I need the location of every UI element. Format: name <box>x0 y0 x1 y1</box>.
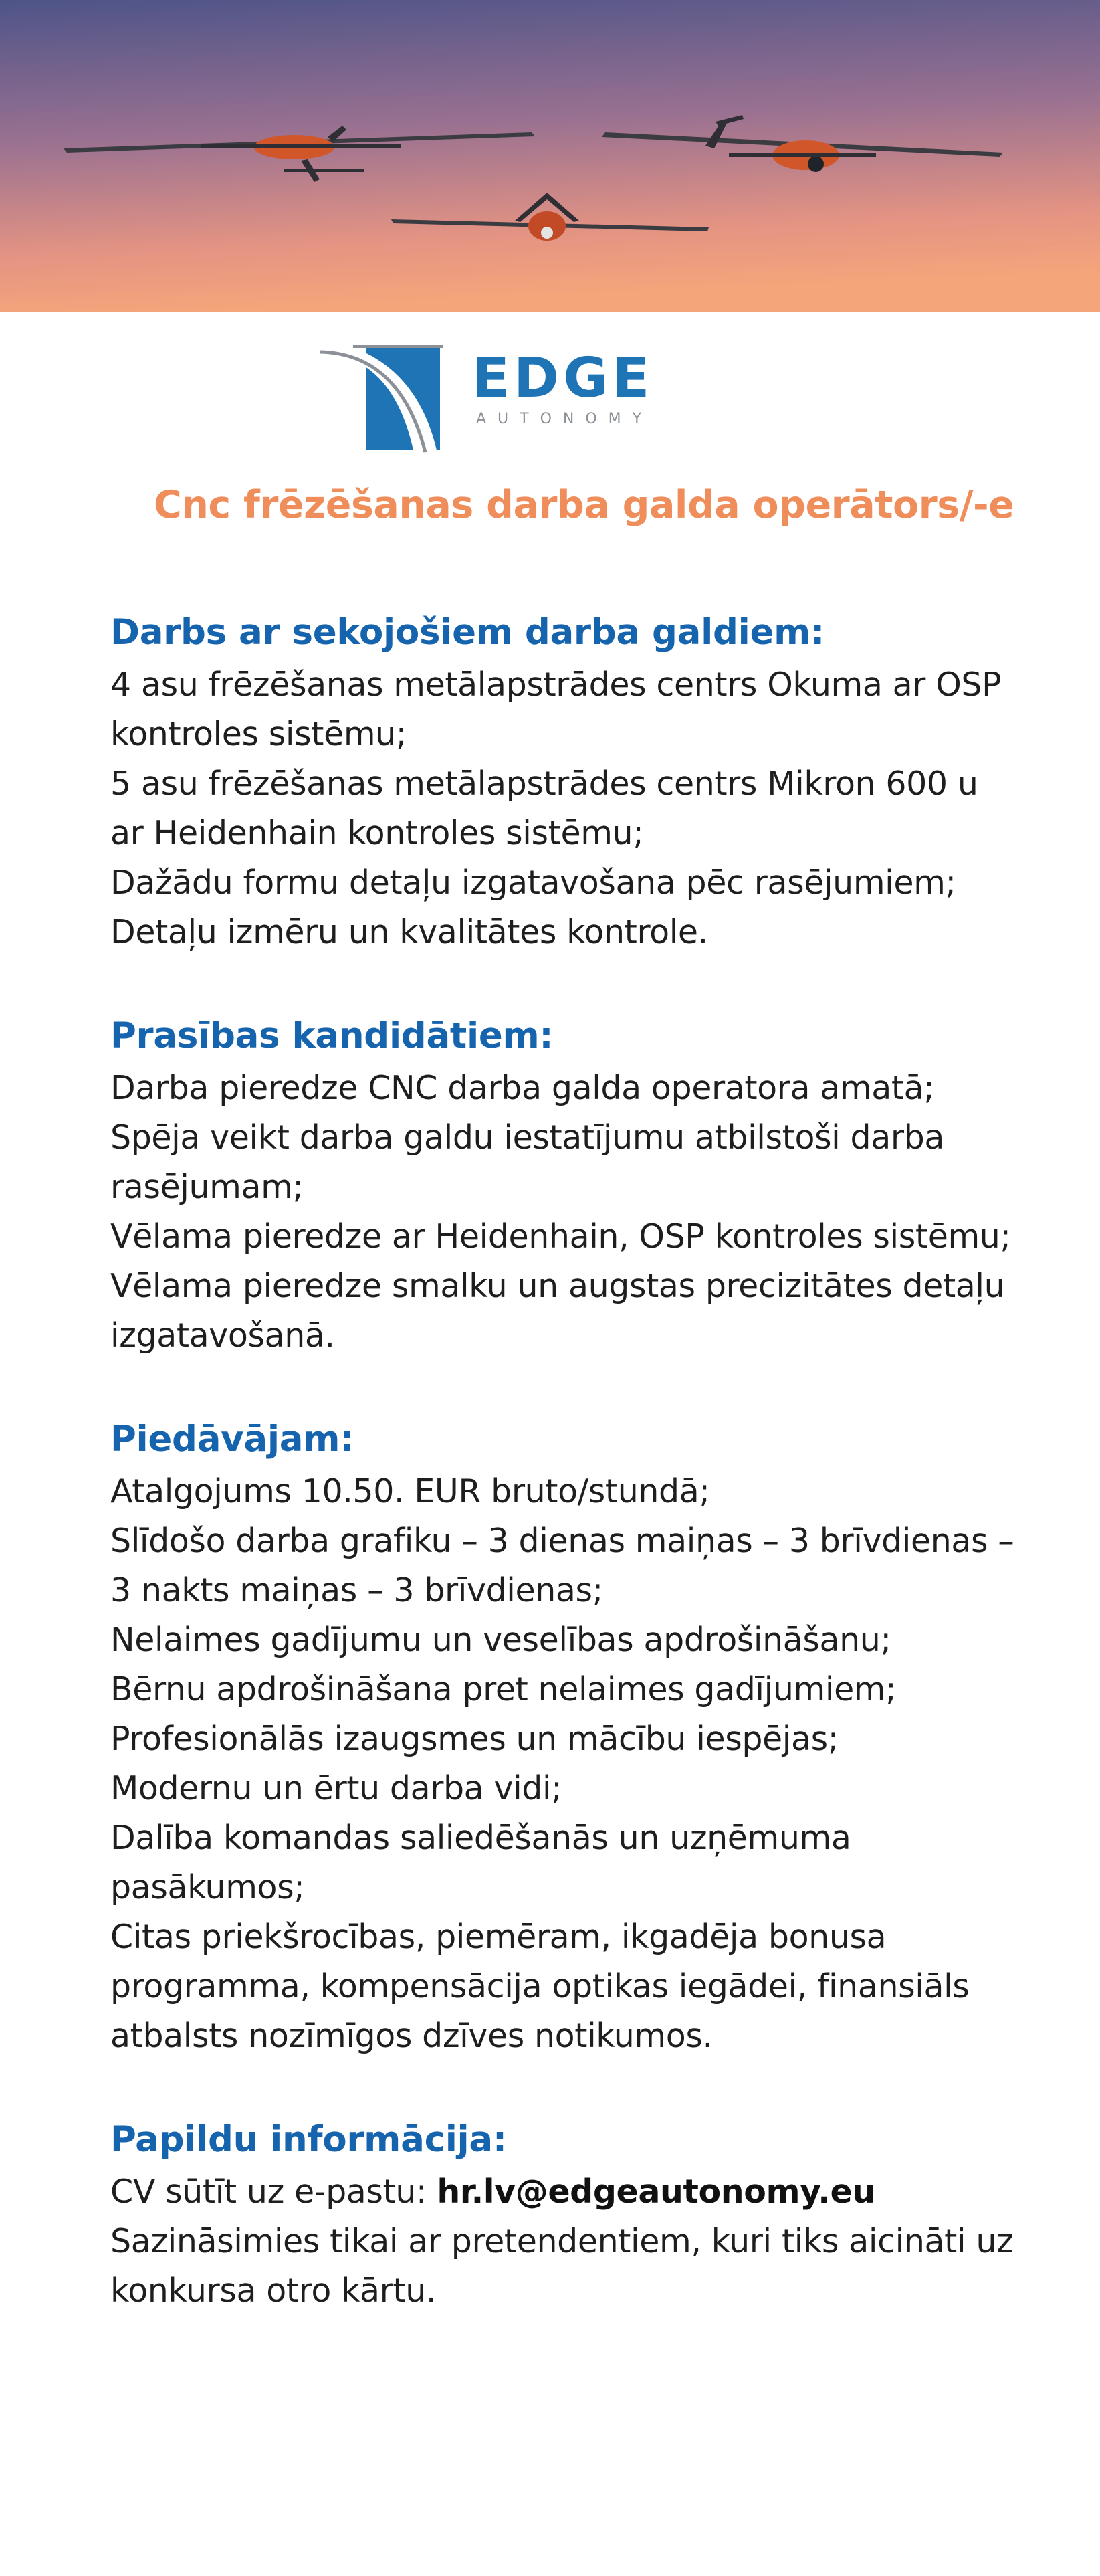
text-line: Atalgojums 10.50. EUR bruto/stundā; <box>110 1472 710 1510</box>
text-line: 3 nakts maiņas – 3 brīvdienas; <box>110 1571 603 1609</box>
text-line: Sazināsimies tikai ar pretendentiem, kuri tiks aicināti uz <box>110 2222 1014 2260</box>
text-line: Dalība komandas saliedēšanās un uzņēmuma <box>110 1819 851 1857</box>
section-offer <box>110 1412 1060 2061</box>
text-line: atbalsts nozīmīgos dzīves notikumos. <box>110 2017 713 2055</box>
section-work <box>110 605 1060 957</box>
email-link[interactable]: hr.lv@edgeautonomy.eu <box>437 2173 875 2211</box>
text-line: Bērnu apdrošināšana pret nelaimes gadījumiem; <box>110 1670 897 1708</box>
text-line: Modernu un ērtu darba vidi; <box>110 1769 562 1807</box>
text-line: Dažādu formu detaļu izgatavošana pēc rasējumiem; <box>110 864 956 902</box>
section-heading: Papildu informācija: <box>110 2119 507 2160</box>
text-line: Nelaimes gadījumu un veselības apdrošināšanu; <box>110 1621 891 1659</box>
edge-autonomy-logo <box>313 333 741 457</box>
cv-prefix: CV sūtīt uz e-pastu: <box>110 2173 437 2211</box>
text-line: Slīdošo darba grafiku – 3 dienas maiņas – 3 brīvdienas – <box>110 1522 1014 1560</box>
job-title: Cnc frēzēšanas darba galda operātors/-e <box>154 483 1014 527</box>
text-line: Vēlama pieredze ar Heidenhain, OSP kontroles sistēmu; <box>110 1217 1011 1256</box>
text-line: izgatavošanā. <box>110 1316 335 1355</box>
text-line: pasākumos; <box>110 1868 305 1906</box>
logo-word: EDGE <box>472 346 654 410</box>
text-line: Citas priekšrocības, piemēram, ikgadēja bonusa <box>110 1918 887 1956</box>
section-heading: Piedāvājam: <box>110 1419 354 1460</box>
section-additional-info <box>110 2112 1060 2316</box>
section-requirements <box>110 1009 1060 1361</box>
section-heading: Darbs ar sekojošiem darba galdiem: <box>110 612 824 653</box>
drones-sunset-image <box>0 0 1100 312</box>
text-line: 5 asu frēzēšanas metālapstrādes centrs Mikron 600 u <box>110 765 978 803</box>
company-logo <box>313 333 741 457</box>
hero-image <box>0 0 1100 312</box>
text-line: rasējumam; <box>110 1168 304 1206</box>
text-line: Vēlama pieredze smalku un augstas precizitātes detaļu <box>110 1267 1005 1305</box>
text-line: Darba pieredze CNC darba galda operatora amatā; <box>110 1069 935 1107</box>
text-line: Profesionālās izaugsmes un mācību iespējas; <box>110 1720 839 1758</box>
text-line: ar Heidenhain kontroles sistēmu; <box>110 814 644 852</box>
section-heading: Prasības kandidātiem: <box>110 1015 554 1056</box>
cv-line <box>110 2167 1060 2217</box>
text-line: konkursa otro kārtu. <box>110 2272 437 2310</box>
job-description <box>110 605 1060 2367</box>
text-line: Detaļu izmēru un kvalitātes kontrole. <box>110 913 708 951</box>
logo-subword: AUTONOMY <box>476 411 653 427</box>
text-line: 4 asu frēzēšanas metālapstrādes centrs Okuma ar OSP <box>110 666 1002 704</box>
text-line: Spēja veikt darba galdu iestatījumu atbilstoši darba <box>110 1118 944 1157</box>
text-line: programma, kompensācija optikas iegādei, finansiāls <box>110 1967 970 2005</box>
text-line: kontroles sistēmu; <box>110 715 407 753</box>
